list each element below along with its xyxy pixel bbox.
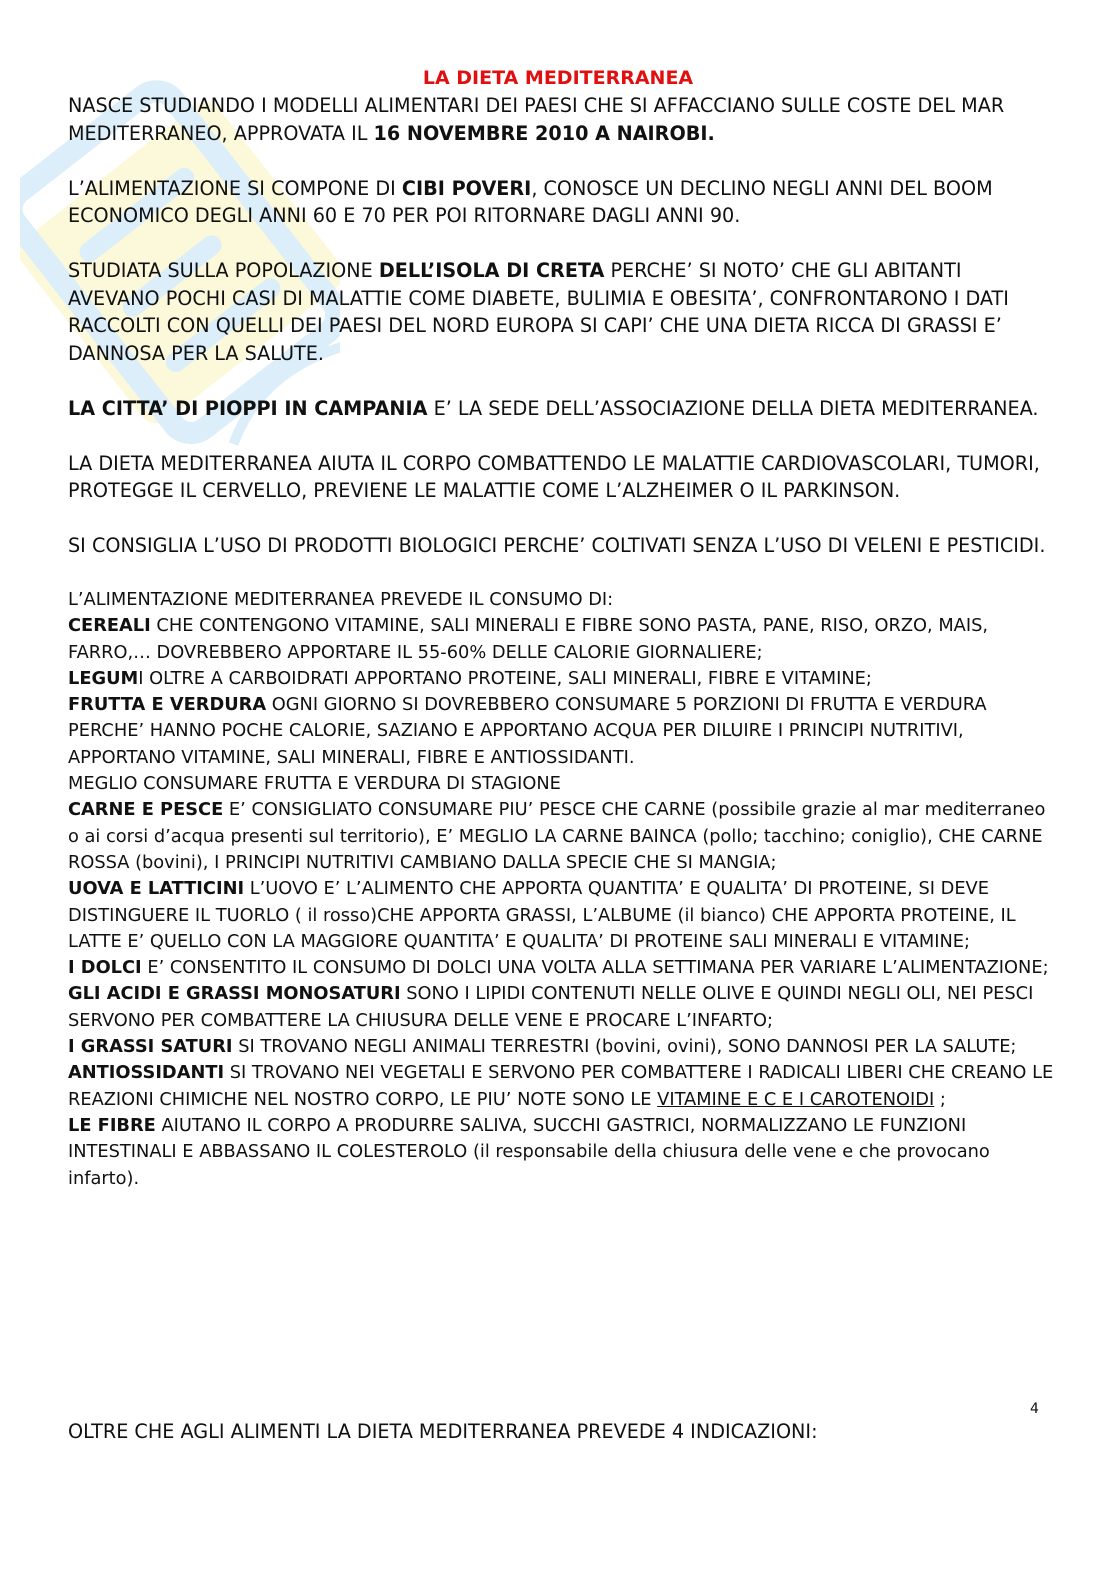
bold-span: FRUTTA E VERDURA: [68, 694, 267, 716]
text-span: SI TROVANO NEGLI ANIMALI TERRESTRI (bovini, ovini), SONO DANNOSI PER LA SALUTE;: [232, 1036, 1017, 1058]
list-item-acidi: [68, 981, 1058, 1034]
text-span: CHE CONTENGONO VITAMINE, SALI MINERALI E FIBRE SONO PASTA, PANE, RISO, ORZO, MAIS, FARRO,… DOVREBBERO APPORTARE IL 55-60% DELLE CALORIE GIORNALIERE;: [68, 615, 989, 663]
list-item-cereali: [68, 613, 1058, 666]
text-span: PERCHE’ SI NOTO’ CHE GLI ABITANTI AVEVANO POCHI CASI DI MALATTIE COME DIABETE, BULIMIA E OBESITA’, CONFRONTARONO I DATI RACCOLTI CON QUELLI DEI PAESI DEL NORD EUROPA SI CAPI’ CHE UNA DIETA RICCA DI GRASSI E’ DANNOSA PER LA SALUTE.: [68, 259, 1009, 365]
bold-span: I GRASSI SATURI: [68, 1036, 233, 1058]
text-span: NASCE STUDIANDO I MODELLI ALIMENTARI DEI PAESI CHE SI AFFACCIANO SULLE COSTE DEL MAR MEDITERRANEO, APPROVATA IL: [68, 94, 1005, 145]
bold-span: GLI ACIDI E GRASSI MONOSATURI: [68, 983, 401, 1005]
paragraph-creta: [68, 257, 1058, 367]
page-number: 4: [1030, 1401, 1039, 1417]
bold-span: LEGUM: [68, 667, 139, 689]
paragraph-pioppi: [68, 395, 1058, 423]
text-span: I OLTRE A CARBOIDRATI APPORTANO PROTEINE, SALI MINERALI, FIBRE E VITAMINE;: [138, 667, 872, 689]
document-body: [68, 64, 1058, 1192]
paragraph-benefici: LA DIETA MEDITERRANEA AIUTA IL CORPO COMBATTENDO LE MALATTIE CARDIOVASCOLARI, TUMORI, PROTEGGE IL CERVELLO, PREVIENE LE MALATTIE COME L’ALZHEIMER O IL PARKINSON.: [68, 451, 1040, 502]
bold-span: I DOLCI: [68, 957, 142, 979]
text-span: L’UOVO E’ L’ALIMENTO CHE APPORTA QUANTITA’ E QUALITA’ DI PROTEINE, SI DEVE DISTINGUERE IL TUORLO ( il rosso)CHE APPORTA GRASSI, L’ALBUME (il bianco) CHE APPORTA PROTEINE, IL LATTE E’ QUELLO CON LA MAGGIORE QUANTITA’ E QUALITA’ DI PROTEINE SALI MINERALI E VITAMINE;: [68, 878, 1016, 952]
bold-span: 16 NOVEMBRE 2010 A NAIROBI.: [373, 121, 715, 145]
text-span: AIUTANO IL CORPO A PRODURRE SALIVA, SUCCHI GASTRICI, NORMALIZZANO LE FUNZIONI INTESTINALI E ABBASSANO IL COLESTEROLO (il responsabile della chiusura delle vene e che provocano infarto).: [68, 1114, 990, 1189]
text-span: ;: [934, 1088, 946, 1110]
list-item-carne: [68, 797, 1058, 876]
bold-span: DELL’ISOLA DI CRETA: [378, 259, 605, 282]
food-list: [68, 587, 1058, 1192]
text-span: E’ CONSIGLIATO CONSUMARE PIU’ PESCE CHE CARNE (possibile grazie al mar mediterraneo o ai corsi d’acqua presenti sul territorio), E’ MEGLIO LA CARNE BAINCA (pollo; tacchino; coniglio), CHE CARNE ROSSA (bovini), I PRINCIPI NUTRITIVI CAMBIANO DALLA SPECIE CHE SI MANGIA;: [68, 799, 1046, 873]
text-span: E’ CONSENTITO IL CONSUMO DI DOLCI UNA VOLTA ALLA SETTIMANA PER VARIARE L’ALIMENTAZIONE;: [141, 957, 1049, 979]
bold-span: CEREALI: [68, 615, 151, 637]
text-span: L’ALIMENTAZIONE SI COMPONE DI: [68, 176, 402, 200]
text-span: , CONOSCE UN DECLINO NEGLI ANNI DEL BOOM ECONOMICO DEGLI ANNI 60 E 70 PER POI RITORNARE DAGLI ANNI 90.: [68, 176, 993, 227]
list-item-dolci: [68, 955, 1058, 981]
list-intro: L’ALIMENTAZIONE MEDITERRANEA PREVEDE IL CONSUMO DI:: [68, 589, 614, 610]
bold-span: CARNE E PESCE: [68, 799, 224, 821]
bold-span: LA CITTA’ DI PIOPPI IN CAMPANIA: [68, 396, 428, 420]
bold-span: LE FIBRE: [68, 1114, 156, 1136]
text-span: E’ LA SEDE DELL’ASSOCIAZIONE DELLA DIETA MEDITERRANEA.: [427, 396, 1039, 420]
underlined-span: VITAMINE E C E I CAROTENOIDI: [657, 1088, 935, 1110]
bold-span: UOVA E LATTICINI: [68, 878, 245, 900]
list-item-stagione: MEGLIO CONSUMARE FRUTTA E VERDURA DI STAGIONE: [68, 773, 561, 795]
text-span: STUDIATA SULLA POPOLAZIONE: [68, 259, 379, 282]
text-span: OGNI GIORNO SI DOVREBBERO CONSUMARE 5 PORZIONI DI FRUTTA E VERDURA PERCHE’ HANNO POCHE CALORIE, SAZIANO E APPORTANO ACQUA PER DILUIRE I PRINCIPI NUTRITIVI, APPORTANO VITAMINE, SALI MINERALI, FIBRE E ANTIOSSIDANTI.: [68, 694, 987, 768]
list-item-frutta: [68, 692, 1058, 771]
list-item-uova: [68, 876, 1058, 955]
bold-span: CIBI POVERI: [401, 176, 532, 200]
list-item-fibre: [68, 1113, 1058, 1192]
paragraph-biologici: SI CONSIGLIA L’USO DI PRODOTTI BIOLOGICI PERCHE’ COLTIVATI SENZA L’USO DI VELENI E PESTICIDI.: [68, 534, 1046, 557]
list-item-antiossidanti: [68, 1060, 1058, 1113]
paragraph-origin: [68, 92, 1058, 147]
text-span: SONO I LIPIDI CONTENUTI NELLE OLIVE E QUINDI NEGLI OLI, NEI PESCI SERVONO PER COMBATTERE LA CHIUSURA DELLE VENE E PROCARE L’INFARTO;: [68, 983, 1034, 1031]
paragraph-indicazioni: OLTRE CHE AGLI ALIMENTI LA DIETA MEDITERRANEA PREVEDE 4 INDICAZIONI:: [68, 1420, 818, 1443]
list-item-saturi: [68, 1034, 1058, 1060]
bold-span: ANTIOSSIDANTI: [68, 1062, 225, 1084]
document-title: LA DIETA MEDITERRANEA: [422, 67, 694, 89]
list-item-legumi: [68, 666, 1058, 692]
paragraph-cibi-poveri: [68, 175, 1058, 230]
text-span: SI TROVANO NEI VEGETALI E SERVONO PER COMBATTERE I RADICALI LIBERI CHE CREANO LE REAZIONI CHIMICHE NEL NOSTRO CORPO, LE PIU’ NOTE SONO LE: [68, 1062, 1054, 1110]
